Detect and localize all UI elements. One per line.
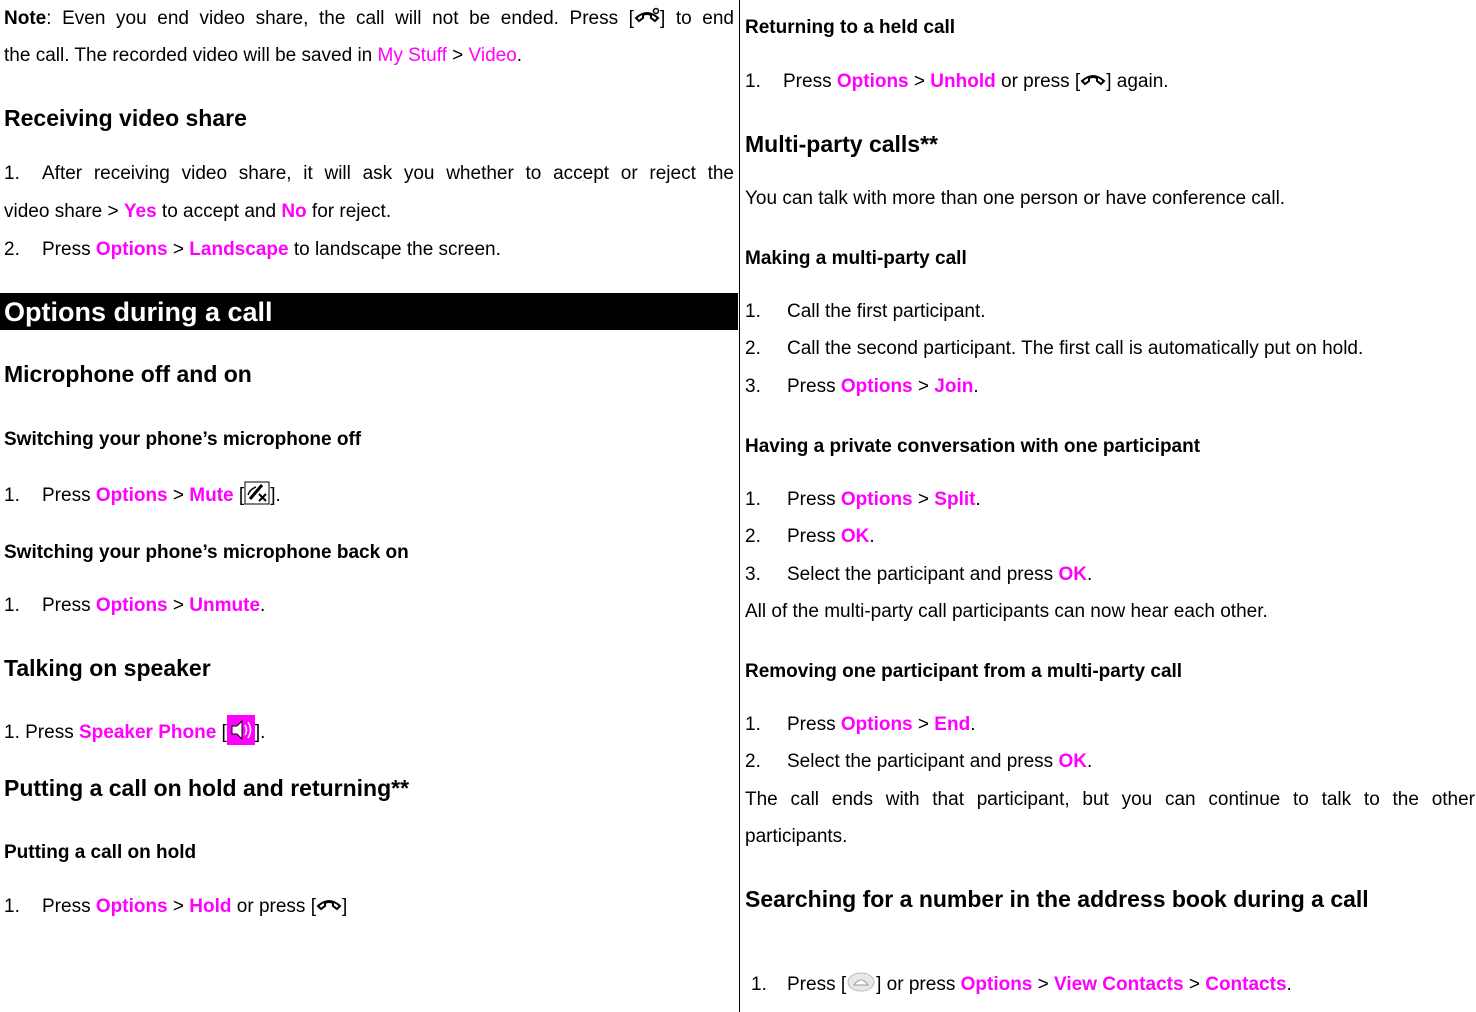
- link-video[interactable]: Video: [468, 45, 517, 66]
- private-step-1: 1. Press Options > Split.: [745, 489, 981, 510]
- button-ok[interactable]: OK: [1058, 751, 1087, 772]
- option-yes[interactable]: Yes: [123, 201, 157, 222]
- menu-options[interactable]: Options: [95, 896, 168, 918]
- handset-icon: [316, 895, 342, 919]
- search-step: 1. Press [ ] or press Options > View Contacts > Contacts.: [751, 971, 1292, 999]
- mic-on-step: 1. Press Options > Unmute.: [4, 595, 266, 616]
- private-step-3: 3. Select the participant and press OK.: [745, 564, 1093, 585]
- menu-end[interactable]: End: [934, 714, 971, 735]
- button-ok[interactable]: OK: [1058, 564, 1087, 585]
- removing-after-2: participants.: [745, 826, 848, 847]
- mic-off-step: 1. Press Options > Mute [ ].: [4, 481, 281, 511]
- menu-options[interactable]: Options: [95, 485, 168, 507]
- hold-step: 1. Press Options > Hold or press [ ]: [4, 896, 348, 918]
- menu-options[interactable]: Options: [840, 489, 913, 510]
- menu-options[interactable]: Options: [840, 714, 913, 735]
- receiving-title: Receiving video share: [4, 105, 247, 131]
- making-step-1: 1. Call the first participant.: [745, 301, 986, 322]
- link-my-stuff[interactable]: My Stuff: [377, 45, 447, 66]
- removing-step-1: 1. Press Options > End.: [745, 714, 976, 735]
- menu-options[interactable]: Options: [95, 239, 168, 260]
- speaker-step: 1. Press Speaker Phone [ ].: [4, 715, 265, 751]
- menu-join[interactable]: Join: [934, 376, 974, 397]
- menu-options[interactable]: Options: [960, 974, 1033, 996]
- menu-options[interactable]: Options: [95, 595, 168, 616]
- returning-title: Returning to a held call: [745, 17, 956, 38]
- making-title: Making a multi-party call: [745, 248, 967, 269]
- menu-landscape[interactable]: Landscape: [189, 239, 289, 260]
- mic-on-title: Switching your phone’s microphone back on: [4, 542, 409, 563]
- menu-contacts[interactable]: Contacts: [1205, 974, 1287, 996]
- private-title: Having a private conversation with one participant: [745, 436, 1201, 457]
- receiving-step-2: 2. Press Options > Landscape to landscape the screen.: [4, 239, 501, 260]
- menu-view-contacts[interactable]: View Contacts: [1054, 974, 1184, 996]
- private-step-2: 2. Press OK.: [745, 526, 875, 547]
- removing-step-2: 2. Select the participant and press OK.: [745, 751, 1093, 772]
- removing-after-1: The call ends with that participant, but you can continue to talk to the other: [745, 789, 1475, 810]
- note-line-1: Note: Even you end video share, the call will not be ended. Press [ ] to end: [4, 6, 734, 32]
- handset-icon: [1080, 70, 1106, 94]
- returning-step: 1. Press Options > Unhold or press [ ] again.: [745, 71, 1169, 93]
- contacts-key-icon: [846, 971, 876, 999]
- option-no[interactable]: No: [281, 201, 307, 222]
- mic-title: Microphone off and on: [4, 361, 252, 387]
- end-call-icon: [634, 6, 660, 32]
- hold-title: Putting a call on hold and returning**: [4, 775, 410, 801]
- receiving-step-1-line-1: 1. After receiving video share, it will ask you whether to accept or reject the: [4, 163, 734, 184]
- menu-split[interactable]: Split: [934, 489, 976, 510]
- button-ok[interactable]: OK: [840, 526, 870, 547]
- mic-off-title: Switching your phone’s microphone off: [4, 429, 362, 450]
- menu-mute[interactable]: Mute: [189, 485, 234, 507]
- private-after: All of the multi-party call participants can now hear each other.: [745, 601, 1268, 622]
- menu-unhold[interactable]: Unhold: [930, 71, 996, 93]
- multi-title: Multi-party calls**: [745, 131, 938, 157]
- speaker-title: Talking on speaker: [4, 655, 211, 681]
- note-line-2: the call. The recorded video will be saved in My Stuff > Video.: [4, 45, 523, 66]
- menu-unmute[interactable]: Unmute: [189, 595, 261, 616]
- speaker-icon: [227, 715, 255, 751]
- hold-sub: Putting a call on hold: [4, 842, 197, 863]
- column-divider: [739, 0, 740, 1012]
- menu-options[interactable]: Options: [836, 71, 909, 93]
- menu-speaker-phone[interactable]: Speaker Phone: [78, 722, 217, 744]
- menu-hold[interactable]: Hold: [189, 896, 232, 918]
- receiving-step-1-line-2: video share > Yes to accept and No for reject.: [4, 201, 392, 222]
- search-title: Searching for a number in the address book during a call: [745, 886, 1369, 912]
- making-step-2: 2. Call the second participant. The first call is automatically put on hold.: [745, 338, 1364, 359]
- right-column: [741, 0, 1476, 1012]
- multi-desc: You can talk with more than one person or have conference call.: [745, 188, 1286, 209]
- mute-icon: [244, 481, 270, 511]
- menu-options[interactable]: Options: [840, 376, 913, 397]
- removing-title: Removing one participant from a multi-party call: [745, 661, 1183, 682]
- making-step-3: 3. Press Options > Join.: [745, 376, 979, 397]
- section-banner: Options during a call: [0, 293, 738, 330]
